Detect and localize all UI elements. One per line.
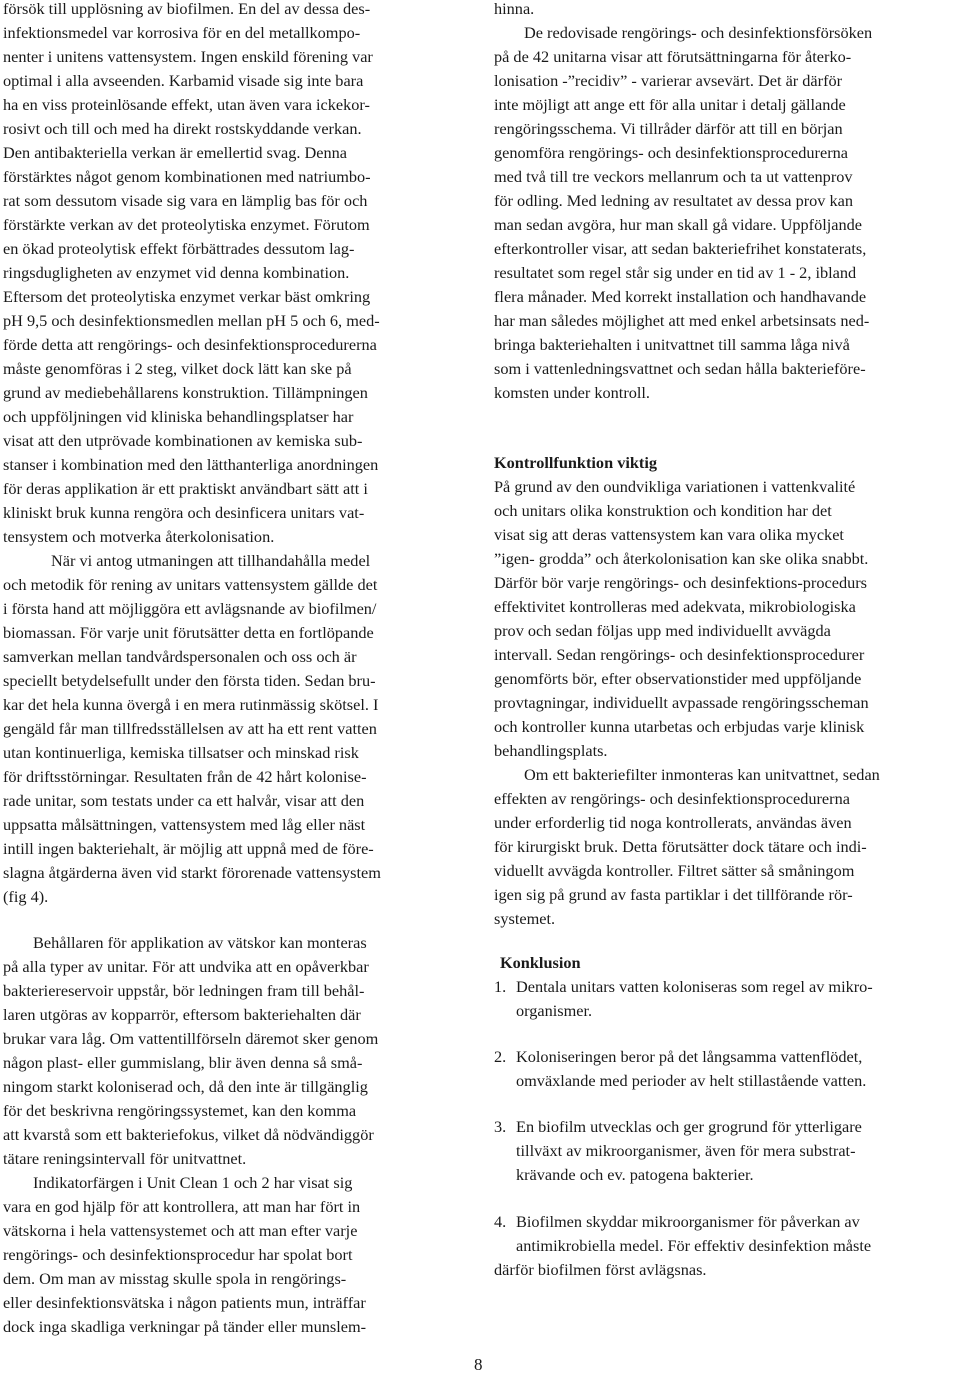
text-line: resultatet som regel står sig under en tid av 1 - 2, ibland bbox=[494, 263, 857, 282]
list-text-line: omväxlande med perioder av helt stillastående vatten. bbox=[516, 1071, 867, 1090]
text-line: i första hand att möjliggöra ett avlägsnande av biofilmen/ bbox=[3, 599, 377, 618]
text-line: och kontroller kunna utarbetas och erbjudas varje klinisk bbox=[494, 717, 865, 736]
text-line: rade unitar, som testats under ca ett halvår, visar att den bbox=[3, 791, 365, 810]
text-line: De redovisade rengörings- och desinfektionsförsöken bbox=[524, 23, 873, 42]
text-line: laren utgöras av kopparrör, eftersom bakteriehalten där bbox=[3, 1005, 361, 1024]
text-line: kliniskt bruk kunna rengöra och desinficera unitars vat- bbox=[3, 503, 365, 522]
text-line: rat som dessutom visade sig vara en lämplig bas för och bbox=[3, 191, 368, 210]
section-heading: Kontrollfunktion viktig bbox=[494, 453, 658, 472]
text-line: visat sig att deras vattensystem kan vara olika mycket bbox=[494, 525, 844, 544]
text-line: Behållaren för applikation av vätskor kan monteras bbox=[33, 933, 367, 952]
text-line: genomförts bör, efter observationstider med uppföljande bbox=[494, 669, 862, 688]
list-text-line: Biofilmen skyddar mikroorganismer för påverkan av bbox=[516, 1212, 860, 1231]
text-line: bakteriereservoir uppstår, bör ledningen fram till behål- bbox=[3, 981, 365, 1000]
text-line: inte möjligt att ange ett för alla unitar i detalj gällande bbox=[494, 95, 846, 114]
text-line: utan kontinuerliga, kemiska tillsatser och minskad risk bbox=[3, 743, 359, 762]
text-line: för odling. Med ledning av resultatet av dessa prov kan bbox=[494, 191, 853, 210]
text-line: igen sig på grund av fasta partiklar i det tillförande rör- bbox=[494, 885, 853, 904]
list-number: 4. bbox=[494, 1212, 507, 1231]
text-line: samverkan mellan tandvårdspersonalen och oss och är bbox=[3, 647, 357, 666]
text-line: biomassan. För varje unit förutsätter detta en fortlöpande bbox=[3, 623, 374, 642]
text-line: på de 42 unitarna visar att förutsättningarna för återko- bbox=[494, 47, 852, 66]
list-text-line: En biofilm utvecklas och ger grogrund för ytterligare bbox=[516, 1117, 862, 1136]
page-number: 8 bbox=[474, 1355, 483, 1374]
text-line: bringa bakteriehalten i unitvattnet till samma låga nivå bbox=[494, 335, 850, 354]
text-line: Den antibakteriella verkan är emellertid svag. Denna bbox=[3, 143, 348, 162]
conclusion-heading: Konklusion bbox=[500, 953, 581, 972]
text-line: lonisation -”recidiv” - varierar avsevärt. Det är därför bbox=[494, 71, 843, 90]
text-line: behandlingsplats. bbox=[494, 741, 608, 760]
text-line: rosivt och till och med ha direkt rostskyddande verkan. bbox=[3, 119, 362, 138]
text-line: komsten under kontroll. bbox=[494, 383, 651, 402]
text-line: När vi antog utmaningen att tillhandahålla medel bbox=[51, 551, 371, 570]
text-line: brukar vara låg. Om vattentillförseln däremot sker genom bbox=[3, 1029, 379, 1048]
text-line: efterkontroller visar, att sedan bakteriefrihet konstaterats, bbox=[494, 239, 867, 258]
text-line: optimal i alla avseenden. Karbamid visade sig inte bara bbox=[3, 71, 364, 90]
text-line: och metodik för rening av unitars vattensystem gällde det bbox=[3, 575, 378, 594]
text-line: systemet. bbox=[494, 909, 556, 928]
text-line: På grund av den oundvikliga variationen i vattenkvalité bbox=[494, 477, 856, 496]
text-line: ha en viss proteinlösande effekt, utan även vara ickekor- bbox=[3, 95, 370, 114]
text-line: tensystem och motverka återkolonisation. bbox=[3, 527, 275, 546]
text-line: grund av mediebehållarens konstruktion. Tillämpningen bbox=[3, 383, 368, 402]
text-line: uppsatta målsättningen, vattensystem med låg eller näst bbox=[3, 815, 366, 834]
text-line: infektionsmedel var korrosiva för en del metallkompo- bbox=[3, 23, 361, 42]
text-line: ”igen- grodda” och återkolonisation kan ske olika snabbt. bbox=[494, 549, 869, 568]
text-line: pH 9,5 och desinfektionsmedlen mellan pH 5 och 6, med- bbox=[3, 311, 380, 330]
text-line: rengörings- och desinfektionsprocedur har spolat bort bbox=[3, 1245, 353, 1264]
text-line: kar det hela kunna övergå i en mera rutinmässig skötsel. I bbox=[3, 695, 379, 714]
text-line: för deras applikation är ett praktiskt användbart sätt att i bbox=[3, 479, 368, 498]
text-line: på alla typer av unitar. För att undvika att en opåverkbar bbox=[3, 957, 369, 976]
list-text-line: krävande och ev. patogena bakterier. bbox=[516, 1165, 754, 1184]
text-line: Eftersom det proteolytiska enzymet verkar bäst omkring bbox=[3, 287, 371, 306]
text-line: och uppföljningen vid kliniska behandlingsplatser har bbox=[3, 407, 354, 426]
text-line: förstärktes något genom kombinationen med natriumbo- bbox=[3, 167, 371, 186]
list-text-line: Koloniseringen beror på det långsamma vattenflödet, bbox=[516, 1047, 863, 1066]
text-line: intervall. Sedan rengörings- och desinfektionsprocedurer bbox=[494, 645, 865, 664]
text-line: speciellt betydelsefullt under den första tiden. Sedan bru- bbox=[3, 671, 376, 690]
text-line: nenter i unitens vattensystem. Ingen enskild förening var bbox=[3, 47, 373, 66]
text-line: Indikatorfärgen i Unit Clean 1 och 2 har visat sig bbox=[33, 1173, 353, 1192]
text-line: som i vattenledningsvattnet och sedan hålla bakterieföre- bbox=[494, 359, 866, 378]
text-line: ringsdugligheten av enzymet vid denna kombination. bbox=[3, 263, 350, 282]
text-line: för driftsstörningar. Resultaten från de 42 hårt kolonise- bbox=[3, 767, 367, 786]
text-line: (fig 4). bbox=[3, 887, 49, 906]
list-text-line: antimikrobiella medel. För effektiv desinfektion måste bbox=[516, 1236, 872, 1255]
list-number: 3. bbox=[494, 1117, 507, 1136]
text-line: vätskorna i hela vattensystemet och att man efter varje bbox=[3, 1221, 358, 1240]
text-line: slagna åtgärderna även vid starkt förorenade vattensystem bbox=[3, 863, 381, 882]
text-line: Om ett bakteriefilter inmonteras kan unitvattnet, sedan bbox=[524, 765, 880, 784]
text-line: prov och sedan följas upp med individuellt avvägda bbox=[494, 621, 831, 640]
text-line: för kirurgiskt bruk. Detta förutsätter dock tätare och indi- bbox=[494, 837, 867, 856]
text-line: visat att den utprövade kombinationen av kemiska sub- bbox=[3, 431, 363, 450]
text-line: vara en god hjälp för att kontrollera, att man har fört in bbox=[3, 1197, 361, 1216]
text-line: genomföra rengörings- och desinfektionsprocedurerna bbox=[494, 143, 848, 162]
text-line: en ökad proteolytisk effekt förbättrades dessutom lag- bbox=[3, 239, 355, 258]
text-line: man sedan avgöra, hur man skall gå vidare. Uppföljande bbox=[494, 215, 863, 234]
text-line: någon plast- eller gummislang, blir även denna så små- bbox=[3, 1053, 363, 1072]
text-line: provtagningar, individuellt avpassade rengöringsscheman bbox=[494, 693, 869, 712]
text-line: gengäld får man tillfredsställelsen av att ha ett rent vatten bbox=[3, 719, 377, 738]
text-line: har man således möjlighet att med enkel arbetsinsats ned- bbox=[494, 311, 870, 330]
text-line: Därför bör varje rengörings- och desinfektions-procedurs bbox=[494, 573, 867, 592]
text-line: försök till upplösning av biofilmen. En del av dessa des- bbox=[3, 0, 371, 18]
text-line: tätare reningsintervall för unitvattnet. bbox=[3, 1149, 247, 1168]
text-line: rengöringsschema. Vi tillråder därför att till en början bbox=[494, 119, 843, 138]
text-line: förstärkte verkan av det proteolytiska enzymet. Förutom bbox=[3, 215, 370, 234]
text-line: eller desinfektionsvätska i någon patients mun, inträffar bbox=[3, 1293, 366, 1312]
text-line: att kvarstå som ett bakteriefokus, vilket då nödvändiggör bbox=[3, 1125, 374, 1144]
text-line: stanser i kombination med den lätthanterliga anordningen bbox=[3, 455, 379, 474]
text-line: viduellt avvägda kontroller. Filtret sätter så småningom bbox=[494, 861, 855, 880]
text-line: måste genomföras i 2 steg, vilket dock lätt kan ske på bbox=[3, 359, 352, 378]
text-line: förde detta att rengörings- och desinfektionsprocedurerna bbox=[3, 335, 377, 354]
text-line: under erforderlig tid noga kontrollerats, användas även bbox=[494, 813, 852, 832]
text-line: och unitars olika konstruktion och kondition har det bbox=[494, 501, 832, 520]
list-number: 2. bbox=[494, 1047, 507, 1066]
text-line: för det beskrivna rengöringssystemet, kan den komma bbox=[3, 1101, 357, 1120]
text-line: intill ingen bakteriehalt, är möjlig att uppnå med de före- bbox=[3, 839, 374, 858]
list-text-line: organismer. bbox=[516, 1001, 593, 1020]
list-text-line: därför biofilmen först avlägsnas. bbox=[494, 1260, 707, 1279]
text-line: dem. Om man av misstag skulle spola in rengörings- bbox=[3, 1269, 347, 1288]
list-text-line: tillväxt av mikroorganismer, även för mera substrat- bbox=[516, 1141, 856, 1160]
list-number: 1. bbox=[494, 977, 507, 996]
text-line: effektivitet kontrolleras med adekvata, mikrobiologiska bbox=[494, 597, 856, 616]
text-line: effekten av rengörings- och desinfektionsprocedurerna bbox=[494, 789, 850, 808]
text-line: dock inga skadliga verkningar på tänder eller munslem- bbox=[3, 1317, 367, 1336]
text-line: med två till tre veckors mellanrum och ta ut vattenprov bbox=[494, 167, 853, 186]
text-line: ningom starkt koloniserad och, då den inte är tillgänglig bbox=[3, 1077, 368, 1096]
list-text-line: Dentala unitars vatten koloniseras som regel av mikro- bbox=[516, 977, 873, 996]
text-line: hinna. bbox=[494, 0, 535, 18]
text-line: flera månader. Med korrekt installation och handhavande bbox=[494, 287, 867, 306]
